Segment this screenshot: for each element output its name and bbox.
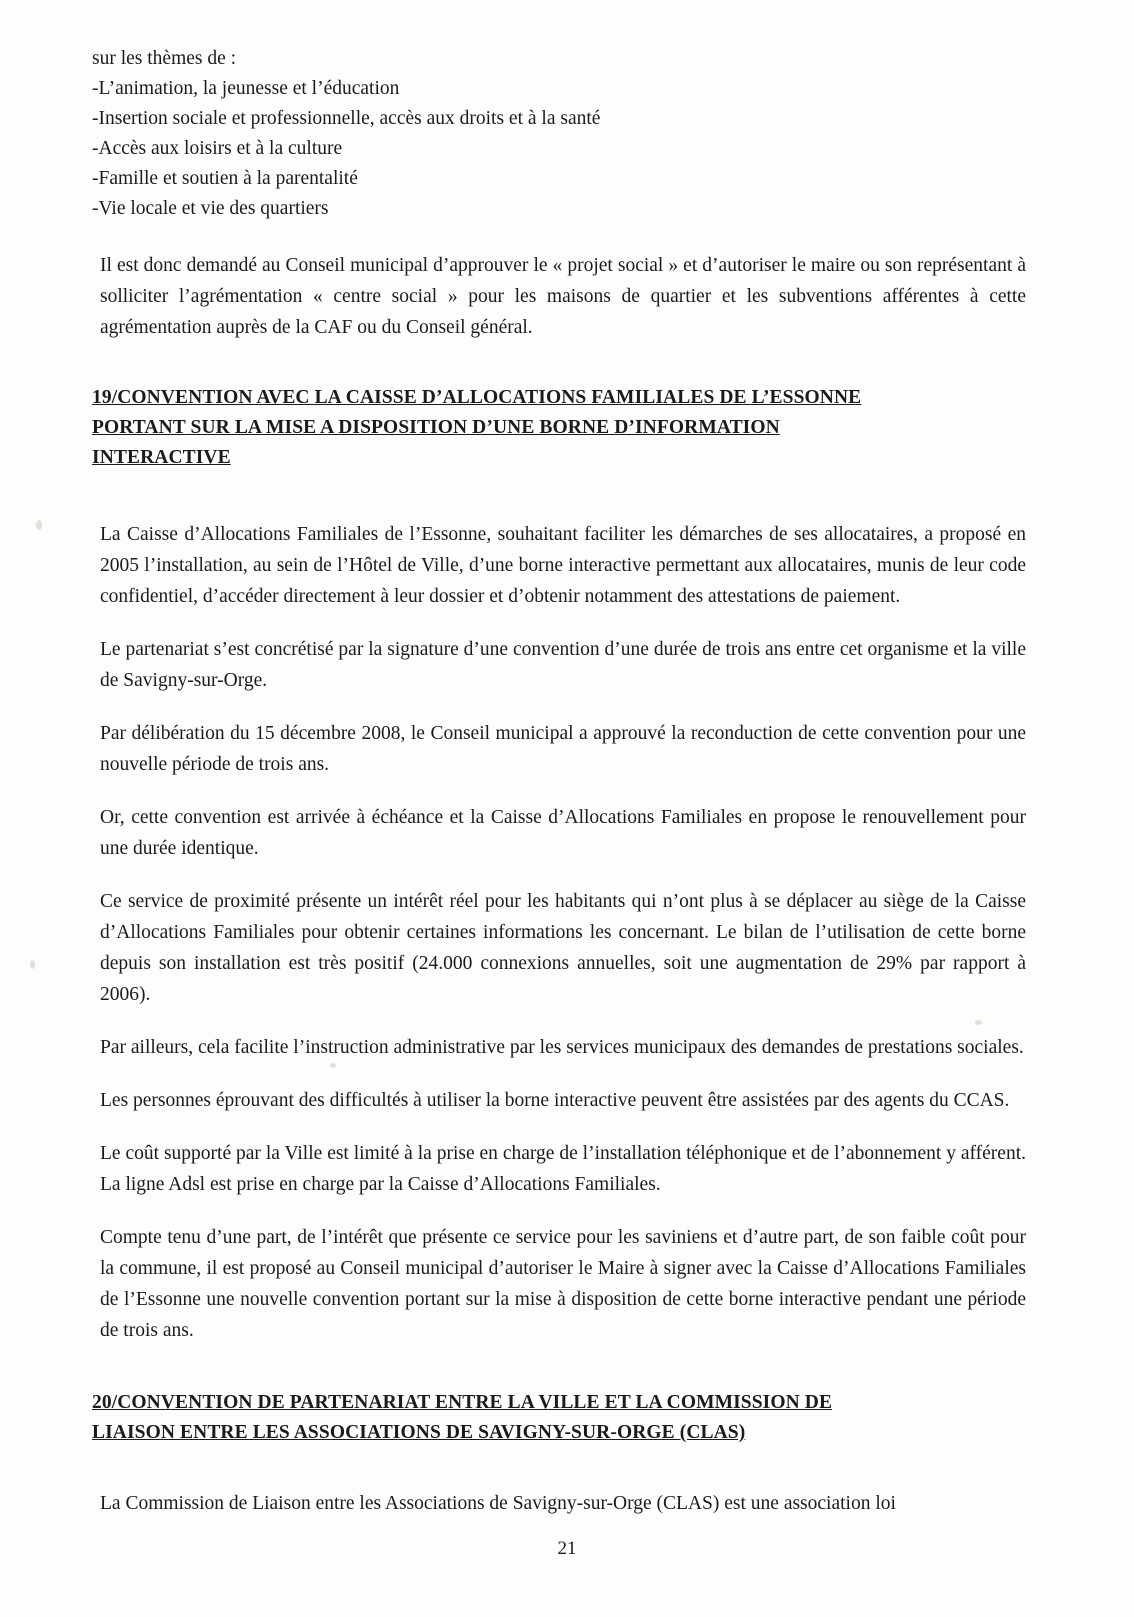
intro-bullet-2: -Insertion sociale et professionnelle, accès aux droits et à la santé (92, 108, 601, 129)
section-19-paragraph-4: Or, cette convention est arrivée à échéance et la Caisse d’Allocations Familiales en propose le renouvellement pour une durée identique. (100, 807, 1026, 859)
section-19-paragraph-6: Par ailleurs, cela facilite l’instruction administrative par les services municipaux des demandes de prestations sociales. (100, 1037, 1024, 1058)
section-20-heading (92, 1388, 1026, 1448)
section-19-heading-line-3: INTERACTIVE (92, 447, 231, 468)
intro-bullet-5: -Vie locale et vie des quartiers (92, 198, 329, 219)
intro-paragraph: Il est donc demandé au Conseil municipal d’approuver le « projet social » et d’autoriser le maire ou son représentant à solliciter l’agrémentation « centre social » pour les maisons de quartier et les subventions afférentes à cette agrémentation auprès de la CAF ou du Conseil général. (100, 255, 1026, 338)
section-20-heading-line-1: 20/CONVENTION DE PARTENARIAT ENTRE LA VILLE ET LA COMMISSION DE (92, 1392, 833, 1413)
section-20-paragraph-1: La Commission de Liaison entre les Associations de Savigny-sur-Orge (CLAS) est une association loi (100, 1493, 896, 1514)
section-19-paragraph-2: Le partenariat s’est concrétisé par la signature d’une convention d’une durée de trois ans entre cet organisme et la ville de Savigny-sur-Orge. (100, 639, 1026, 691)
section-19-heading (92, 383, 1026, 473)
section-19-heading-line-2: PORTANT SUR LA MISE A DISPOSITION D’UNE BORNE D’INFORMATION (92, 417, 780, 438)
intro-bullet-3: -Accès aux loisirs et à la culture (92, 138, 343, 159)
section-20 (92, 1388, 1026, 1448)
section-19-paragraph-3: Par délibération du 15 décembre 2008, le Conseil municipal a approuvé la reconduction de cette convention pour une nouvelle période de trois ans. (100, 723, 1026, 775)
section-19-paragraph-8: Le coût supporté par la Ville est limité à la prise en charge de l’installation téléphonique et de l’abonnement y afférent. La ligne Adsl est prise en charge par la Caisse d’Allocations Familiales. (100, 1143, 1026, 1195)
intro-bullet-1: -L’animation, la jeunesse et l’éducation (92, 78, 400, 99)
section-19-heading-line-1: 19/CONVENTION AVEC LA CAISSE D’ALLOCATIONS FAMILIALES DE L’ESSONNE (92, 387, 862, 408)
page-number: 21 (557, 1538, 577, 1559)
section-19-paragraph-9: Compte tenu d’une part, de l’intérêt que présente ce service pour les saviniens et d’autre part, de son faible coût pour la commune, il est proposé au Conseil municipal d’autoriser le Maire à signer avec la Caisse d’Allocations Familiales de l’Essonne une nouvelle convention portant sur la mise à disposition de cette borne interactive pendant une période de trois ans. (100, 1227, 1026, 1341)
section-19 (92, 383, 1026, 473)
scan-speck (30, 960, 35, 969)
intro-list (92, 44, 1026, 224)
section-19-paragraph-1: La Caisse d’Allocations Familiales de l’Essonne, souhaitant faciliter les démarches de ses allocataires, a proposé en 2005 l’installation, au sein de l’Hôtel de Ville, d’une borne interactive permettant aux allocataires, munis de leur code confidentiel, d’accéder directement à leur dossier et d’obtenir notamment des attestations de paiement. (100, 524, 1026, 607)
intro-lead: sur les thèmes de : (92, 48, 237, 69)
section-19-paragraph-7: Les personnes éprouvant des difficultés à utiliser la borne interactive peuvent être assistées par des agents du CCAS. (100, 1090, 1010, 1111)
document-body (92, 44, 1026, 1541)
scan-speck (36, 520, 42, 530)
section-19-paragraph-5: Ce service de proximité présente un intérêt réel pour les habitants qui n’ont plus à se déplacer au siège de la Caisse d’Allocations Familiales pour obtenir certaines informations les concernant. Le bilan de l’utilisation de cette borne depuis son installation est très positif (24.000 connexions annuelles, soit une augmentation de 29% par rapport à 2006). (100, 891, 1026, 1005)
intro-bullet-4: -Famille et soutien à la parentalité (92, 168, 358, 189)
section-20-heading-line-2: LIAISON ENTRE LES ASSOCIATIONS DE SAVIGNY-SUR-ORGE (CLAS) (92, 1422, 746, 1443)
